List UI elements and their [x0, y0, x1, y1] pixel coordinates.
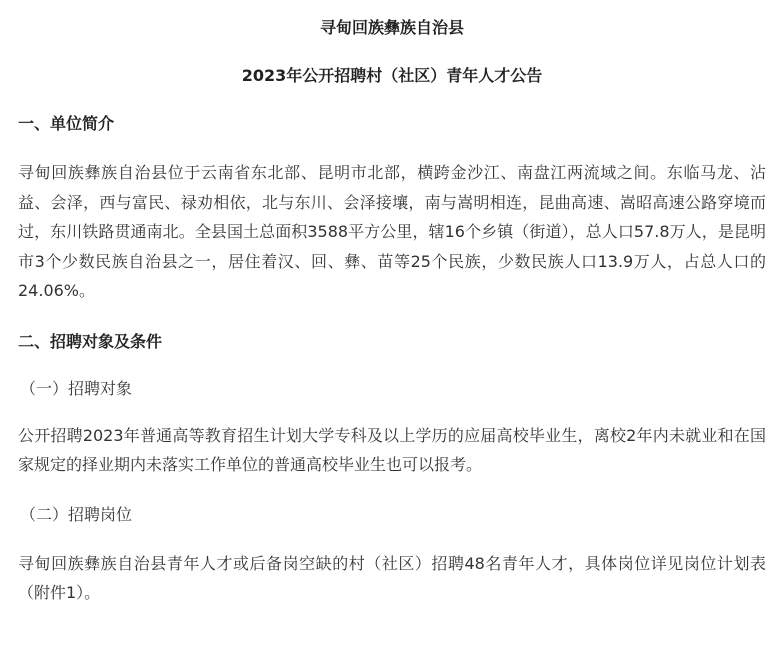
- county-title: 寻甸回族彝族自治县: [319, 18, 464, 37]
- unit-intro-paragraph: 寻甸回族彝族自治县位于云南省东北部、昆明市北部，横跨金沙江、南盘江两流域之间。东临马龙、沾益、会泽，西与富民、禄劝相依，北与东川、会泽接壤，南与嵩明相连，昆曲高速、嵩昭高速公路穿境而过，东川铁路贯通南北。全县国土总面积3588平方公里，辖16个乡镇（街道），总人口57.8万人，是昆明市3个少数民族自治县之一，居住着汉、回、彝、苗等25个民族，少数民族人口13.9万人，占总人口的24.06%。: [18, 163, 766, 300]
- section-heading-unit-intro: 一、单位简介: [18, 114, 115, 133]
- announcement-title: 2023年公开招聘村（社区）青年人才公告: [241, 66, 543, 85]
- section-heading-recruit: 二、招聘对象及条件: [18, 331, 163, 351]
- recruit-positions-paragraph: 寻甸回族彝族自治县青年人才或后备岗空缺的村（社区）招聘48名青年人才，具体岗位详见岗位计划表（附件1）。: [18, 553, 766, 602]
- subheading-recruit-positions: （二）招聘岗位: [20, 504, 133, 524]
- subheading-recruit-target: （一）招聘对象: [20, 378, 133, 398]
- recruit-target-paragraph: 公开招聘2023年普通高等教育招生计划大学专科及以上学历的应届高校毕业生，离校2年内未就业和在国家规定的择业期内未落实工作单位的普通高校毕业生也可以报考。: [18, 425, 766, 474]
